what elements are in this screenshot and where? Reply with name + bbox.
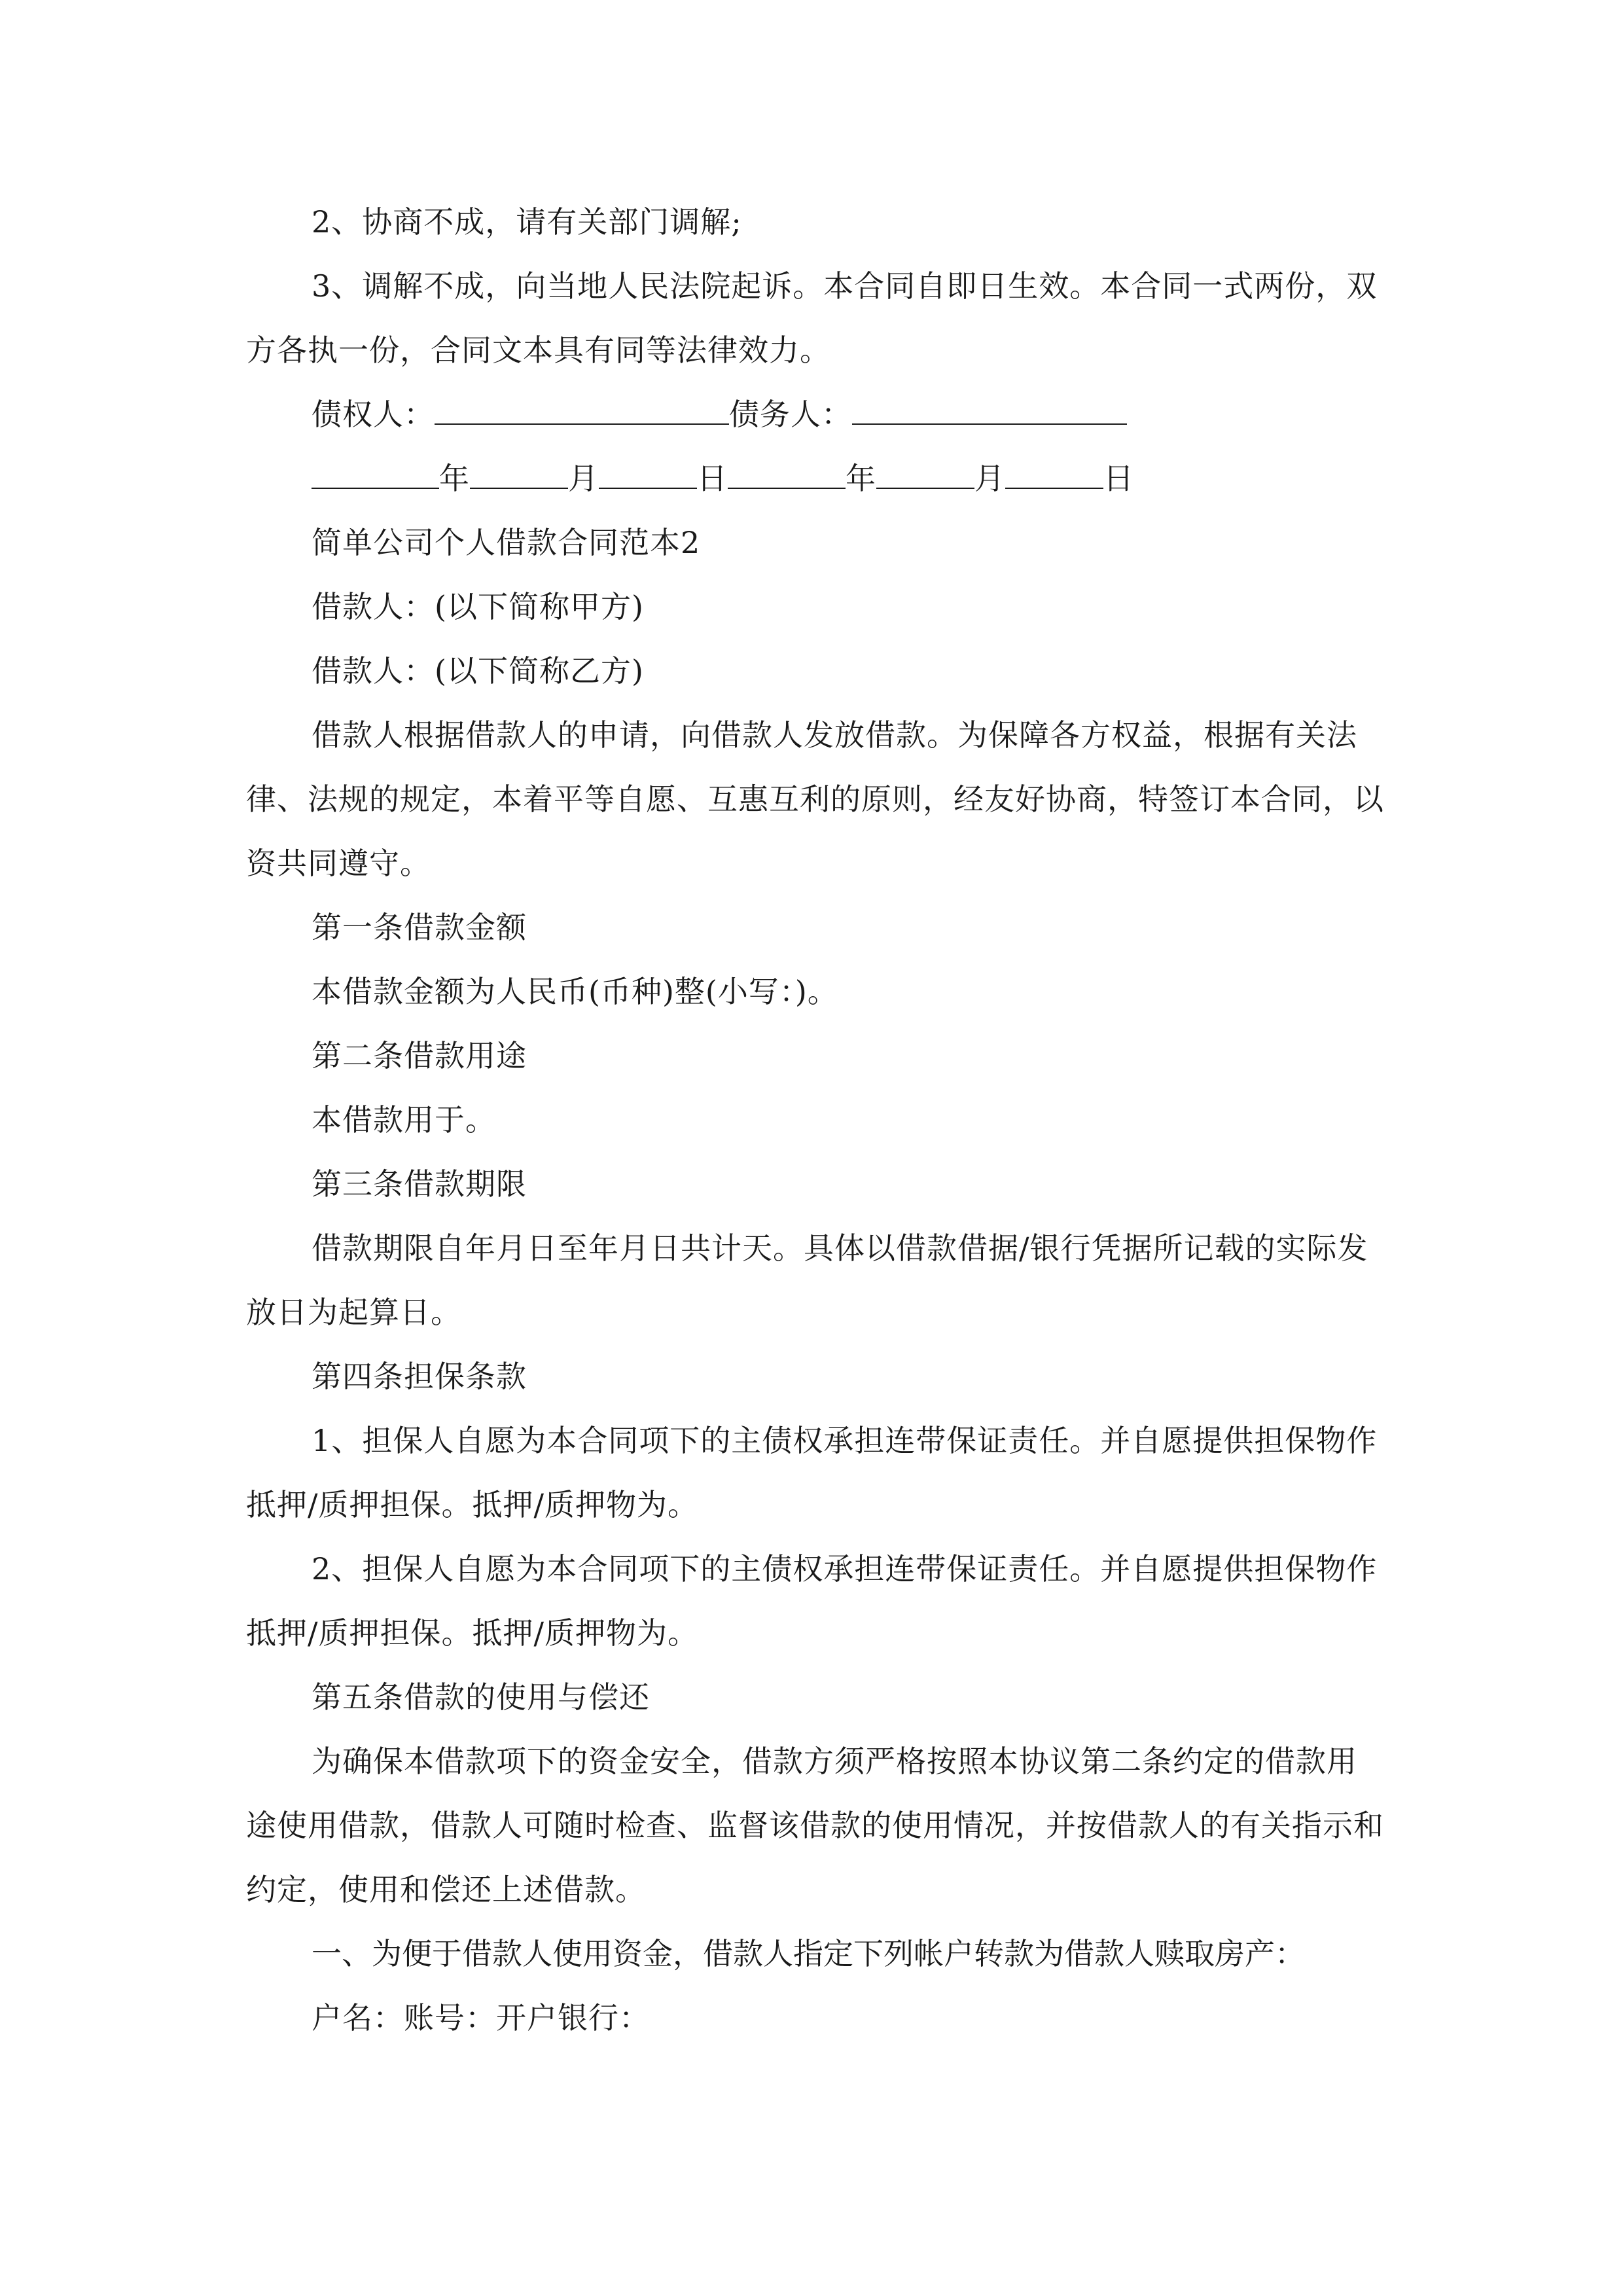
- creditor-day-label: 日: [697, 461, 728, 496]
- creditor-signature-blank[interactable]: [435, 397, 729, 425]
- date-line: [246, 446, 1385, 511]
- creditor-label: 债权人：: [312, 397, 435, 432]
- debtor-signature-blank[interactable]: [852, 397, 1127, 425]
- article-3-title: 第三条借款期限: [312, 1166, 527, 1202]
- article-5-title: 第五条借款的使用与偿还: [312, 1679, 650, 1715]
- contract-title-2: 简单公司个人借款合同范本2: [312, 525, 701, 560]
- article-5-body: 为确保本借款项下的资金安全，借款方须严格按照本协议第二条约定的借款用途使用借款，借款人可随时检查、监督该借款的使用情况，并按借款人的有关指示和约定，使用和偿还上述借款。: [246, 1744, 1384, 1907]
- article-2-title: 第二条借款用途: [312, 1038, 527, 1073]
- article-2-body: 本借款用于。: [312, 1102, 496, 1138]
- article-4-item-1: 1、担保人自愿为本合同项下的主债权承担连带保证责任。并自愿提供担保物作抵押/质押担保。抵押/质押物为。: [246, 1423, 1378, 1522]
- clause-litigation: 3、调解不成，向当地人民法院起诉。本合同自即日生效。本合同一式两份，双方各执一份，合同文本具有同等法律效力。: [246, 268, 1378, 368]
- debtor-month-blank[interactable]: [876, 461, 974, 489]
- account-line: 户名：账号：开户银行：: [312, 2000, 650, 2036]
- debtor-label: 债务人：: [729, 397, 852, 432]
- article-3-body: 借款期限自年月日至年月日共计天。具体以借款借据/银行凭据所记载的实际发放日为起算日。: [246, 1230, 1368, 1330]
- party-a: 借款人：(以下简称甲方): [312, 589, 644, 624]
- preamble: 借款人根据借款人的申请，向借款人发放借款。为保障各方权益，根据有关法律、法规的规定，本着平等自愿、互惠互利的原则，经友好协商，特签订本合同，以资共同遵守。: [246, 717, 1384, 881]
- debtor-month-label: 月: [974, 461, 1005, 496]
- debtor-day-blank[interactable]: [1005, 461, 1103, 489]
- creditor-month-label: 月: [568, 461, 599, 496]
- creditor-day-blank[interactable]: [599, 461, 697, 489]
- article-4-item-2: 2、担保人自愿为本合同项下的主债权承担连带保证责任。并自愿提供担保物作抵押/质押担保。抵押/质押物为。: [246, 1551, 1378, 1651]
- debtor-day-label: 日: [1103, 461, 1134, 496]
- party-b: 借款人：(以下简称乙方): [312, 653, 644, 689]
- creditor-month-blank[interactable]: [470, 461, 568, 489]
- article-1-title: 第一条借款金额: [312, 910, 527, 945]
- document-body: [246, 190, 1385, 2050]
- clause-mediation: 2、协商不成，请有关部门调解;: [312, 204, 742, 240]
- article-4-title: 第四条担保条款: [312, 1359, 527, 1394]
- creditor-year-label: 年: [439, 461, 470, 496]
- article-1-body: 本借款金额为人民币(币种)整(小写：)。: [312, 974, 838, 1009]
- signature-line: [246, 382, 1385, 446]
- article-5-item-1: 一、为便于借款人使用资金，借款人指定下列帐户转款为借款人赎取房产：: [312, 1936, 1305, 1971]
- debtor-year-blank[interactable]: [728, 461, 846, 489]
- creditor-year-blank[interactable]: [312, 461, 439, 489]
- debtor-year-label: 年: [846, 461, 876, 496]
